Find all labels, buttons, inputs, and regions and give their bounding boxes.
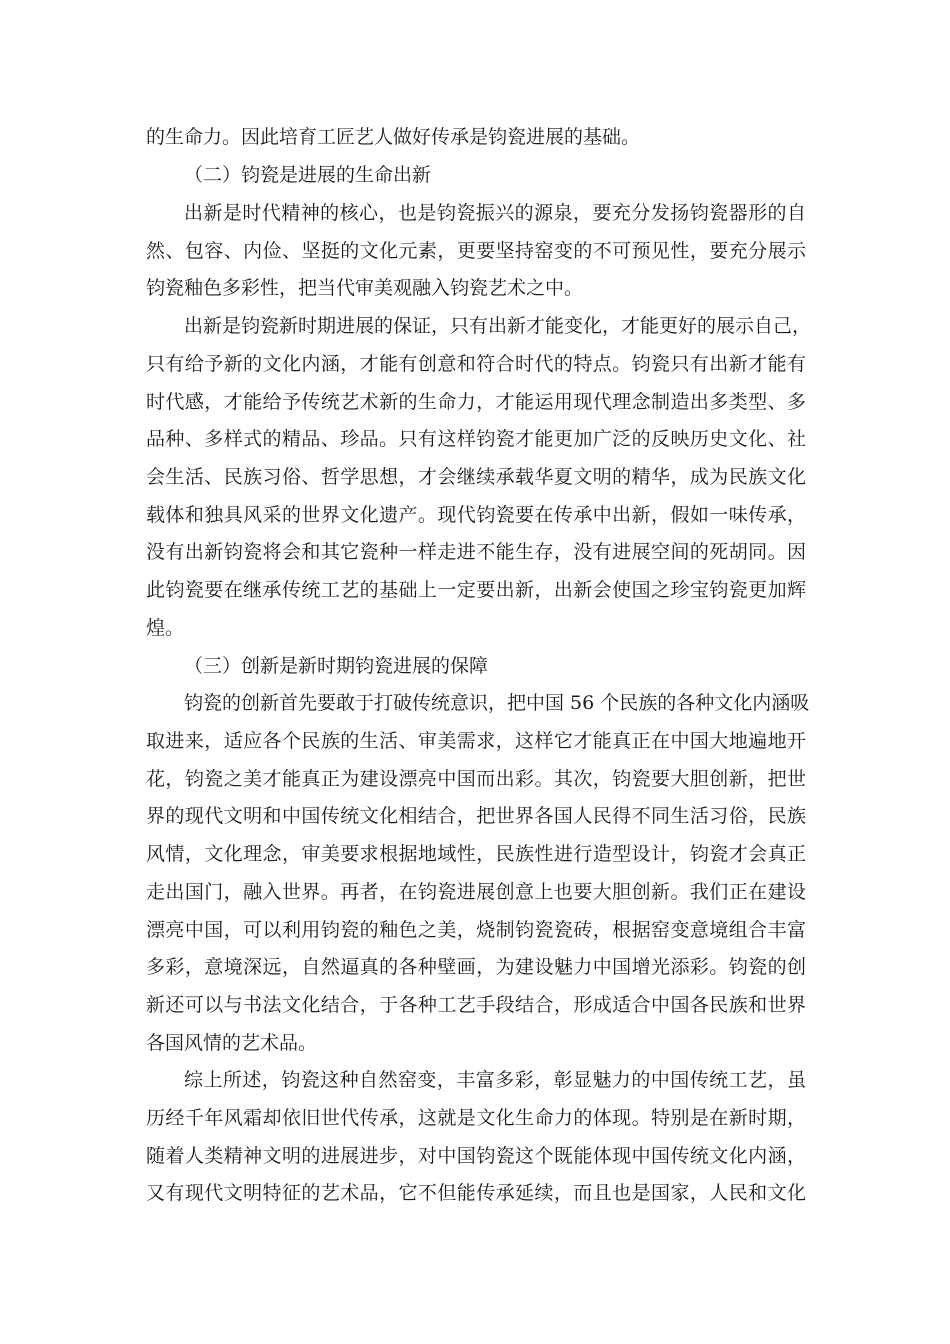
section-heading-text: （二）钧瓷是进展的生命出新 [184,164,432,186]
text-line [0,572,950,609]
text-line-content: 出新是钧瓷新时期进展的保证，只有出新才能变化，才能更好的展示自己， [184,315,812,337]
text-line-content: 的生命力。因此培育工匠艺人做好传承是钧瓷进展的基础。 [146,126,641,148]
text-line [0,874,950,911]
text-line-content: 钧瓷釉色多彩性，把当代审美观融入钧瓷艺术之中。 [146,277,584,299]
text-line [0,610,950,647]
text-line-content: 会生活、民族习俗、哲学思想，才会继续承载华夏文明的精华，成为民族文化 [146,466,806,488]
text-line-content: 历经千年风霜却依旧世代传承，这就是文化生命力的体现。特别是在新时期， [146,1107,806,1129]
text-line [0,384,950,421]
text-line [0,346,950,383]
text-line [0,497,950,534]
text-line-content: 没有出新钧瓷将会和其它瓷种一样走进不能生存，没有进展空间的死胡同。因 [146,541,806,563]
text-line [0,1062,950,1099]
text-line [0,534,950,571]
text-line [0,270,950,307]
text-line [0,233,950,270]
text-line-content: 新还可以与书法文化结合，于各种工艺手段结合，形成适合中国各民族和世界 [146,994,806,1016]
text-line-content: 界的现代文明和中国传统文化相结合，把世界各国人民得不同生活习俗，民族 [146,805,806,827]
text-line [0,949,950,986]
text-line-content: 时代感，才能给予传统艺术新的生命力，才能运用现代理念制造出多类型、多 [146,391,806,413]
text-line-content: 然、包容、内俭、坚挺的文化元素，更要坚持窑变的不可预见性，要充分展示 [146,240,806,262]
text-line-content: 漂亮中国，可以利用钧瓷的釉色之美，烧制钧瓷瓷砖，根据窑变意境组合丰富 [146,919,806,941]
text-line-content: 随着人类精神文明的进展进步，对中国钧瓷这个既能体现中国传统文化内涵， [146,1145,806,1167]
text-line-content: 此钧瓷要在继承传统工艺的基础上一定要出新，出新会使国之珍宝钧瓷更加辉 [146,579,806,601]
text-line [0,1175,950,1212]
text-line-content: 花，钧瓷之美才能真正为建设漂亮中国而出彩。其次，钧瓷要大胆创新，把世 [146,768,806,790]
text-line-content: 各国风情的艺术品。 [146,1032,318,1054]
text-line-content: 又有现代文明特征的艺术品，它不但能传承延续，而且也是国家，人民和文化 [146,1182,806,1204]
text-line [0,421,950,458]
text-line-content: 煌。 [146,617,185,639]
text-line-content: 只有给予新的文化内涵，才能有创意和符合时代的特点。钧瓷只有出新才能有 [146,353,806,375]
text-line-content: 钧瓷的创新首先要敢于打破传统意识，把中国 56 个民族的各种文化内涵吸 [184,692,810,714]
text-line [0,912,950,949]
text-line [0,119,950,156]
section-heading [0,157,950,194]
text-line [0,987,950,1024]
section-heading-text: （三）创新是新时期钧瓷进展的保障 [184,655,489,677]
text-line-content: 出新是时代精神的核心，也是钧瓷振兴的源泉，要充分发扬钧瓷器形的自 [184,202,806,224]
text-line-content: 风情，文化理念，审美要求根据地域性，民族性进行造型设计，钧瓷才会真正 [146,843,806,865]
text-line-content: 走出国门，融入世界。再者，在钧瓷进展创意上也要大胆创新。我们正在建设 [146,881,806,903]
text-line [0,195,950,232]
text-line-content: 多彩，意境深远，自然逼真的各种壁画，为建设魅力中国增光添彩。钧瓷的创 [146,956,806,978]
text-line [0,836,950,873]
text-line [0,1138,950,1175]
text-line [0,798,950,835]
text-line [0,761,950,798]
text-line-content: 品种、多样式的精品、珍品。只有这样钧瓷才能更加广泛的反映历史文化、社 [146,428,806,450]
text-line [0,723,950,760]
text-line [0,308,950,345]
text-line [0,685,950,722]
section-heading [0,648,950,685]
text-line-content: 载体和独具风采的世界文化遗产。现代钧瓷要在传承中出新，假如一味传承， [146,504,806,526]
text-line [0,1025,950,1062]
text-line [0,459,950,496]
text-line-content: 综上所述，钧瓷这种自然窑变，丰富多彩，彰显魅力的中国传统工艺，虽 [184,1069,806,1091]
text-line [0,1100,950,1137]
text-line-content: 取进来，适应各个民族的生活、审美需求，这样它才能真正在中国大地遍地开 [146,730,806,752]
